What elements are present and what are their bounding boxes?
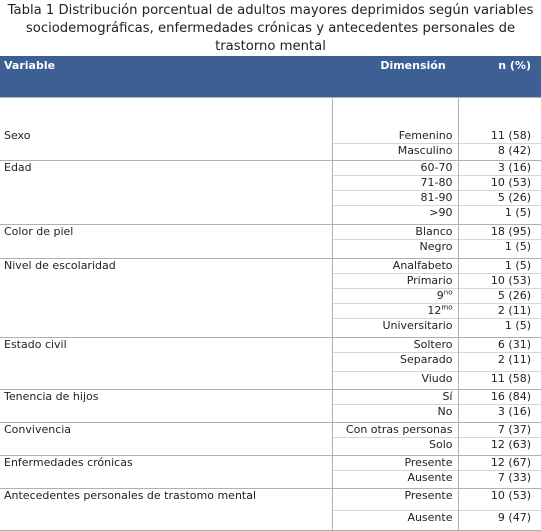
cell-n-percent: 10 (53): [458, 176, 541, 191]
cell-n-percent: 6 (31): [458, 338, 541, 353]
table-row: [0, 206, 541, 225]
dimension-label: Separado: [400, 353, 453, 366]
dimension-label: >90: [429, 206, 453, 219]
dimension-label: 71-80: [420, 176, 453, 189]
cell-dimension: [332, 353, 458, 372]
table-row: [0, 259, 541, 274]
header-n-percent: n (%): [458, 56, 541, 98]
table-header-row: [0, 56, 541, 98]
table-body: [0, 98, 541, 531]
table-row: [0, 98, 541, 144]
table-row: [0, 511, 541, 531]
cell-n-percent: 1 (5): [458, 259, 541, 274]
cell-dimension: [332, 489, 458, 511]
dimension-label: 9: [436, 289, 444, 302]
dimension-superscript: no: [443, 288, 453, 297]
cell-dimension: [332, 372, 458, 390]
table-caption: Tabla 1 Distribución porcentual de adultos mayores deprimidos según variables sociodemográficas, enfermedades crónicas y antecedentes personales de trastorno mental: [7, 3, 534, 54]
cell-dimension: [332, 438, 458, 456]
cell-dimension: [332, 319, 458, 338]
cell-n-percent: 12 (63): [458, 438, 541, 456]
cell-dimension: [332, 304, 458, 319]
dimension-superscript: mo: [441, 303, 453, 312]
table-row: [0, 319, 541, 338]
cell-variable: Antecedentes personales de trastomo mental: [0, 489, 332, 511]
cell-variable: [0, 274, 332, 289]
dimension-label: Soltero: [413, 338, 453, 351]
dimension-label: Ausente: [407, 511, 453, 524]
table-row: [0, 289, 541, 304]
cell-n-percent: 12 (67): [458, 456, 541, 471]
cell-dimension: [332, 338, 458, 353]
cell-dimension: [332, 390, 458, 405]
dimension-label: Con otras personas: [345, 423, 453, 436]
cell-dimension: [332, 225, 458, 240]
cell-dimension: [332, 206, 458, 225]
table-row: [0, 225, 541, 240]
cell-variable: Tenencia de hijos: [0, 390, 332, 405]
header-variable: Variable: [0, 56, 332, 98]
cell-n-percent: 2 (11): [458, 353, 541, 372]
table-row: [0, 353, 541, 372]
cell-variable: [0, 144, 332, 161]
cell-n-percent: 11 (58): [458, 98, 541, 144]
cell-n-percent: 1 (5): [458, 206, 541, 225]
cell-n-percent: 10 (53): [458, 489, 541, 511]
cell-variable: Color de piel: [0, 225, 332, 240]
cell-n-percent: 16 (84): [458, 390, 541, 405]
cell-variable: [0, 289, 332, 304]
dimension-label: Primario: [406, 274, 453, 287]
cell-n-percent: 2 (11): [458, 304, 541, 319]
dimension-label: Negro: [419, 240, 453, 253]
table-row: [0, 274, 541, 289]
cell-variable: [0, 206, 332, 225]
cell-variable: [0, 438, 332, 456]
dimension-label: Presente: [404, 489, 453, 502]
cell-n-percent: 10 (53): [458, 274, 541, 289]
dimension-label: 60-70: [420, 161, 453, 174]
cell-variable: Convivencia: [0, 423, 332, 438]
cell-n-percent: 7 (37): [458, 423, 541, 438]
cell-n-percent: 11 (58): [458, 372, 541, 390]
table-row: [0, 456, 541, 471]
cell-n-percent: 1 (5): [458, 319, 541, 338]
table-row: [0, 372, 541, 390]
dimension-label: Femenino: [398, 129, 453, 142]
cell-variable: Edad: [0, 161, 332, 176]
table-row: [0, 304, 541, 319]
dimension-label: Solo: [429, 438, 453, 451]
dimension-label: Masculino: [397, 144, 453, 157]
cell-variable: [0, 304, 332, 319]
table-row: [0, 240, 541, 259]
table-row: [0, 405, 541, 423]
cell-dimension: [332, 405, 458, 423]
table-row: [0, 161, 541, 176]
dimension-label: Sí: [442, 390, 453, 403]
table-row: [0, 471, 541, 489]
cell-dimension: [332, 144, 458, 161]
cell-n-percent: 5 (26): [458, 289, 541, 304]
table-row: [0, 438, 541, 456]
cell-variable: [0, 319, 332, 338]
header-dimension: Dimensión: [332, 56, 458, 98]
cell-dimension: [332, 274, 458, 289]
cell-dimension: [332, 423, 458, 438]
cell-n-percent: 1 (5): [458, 240, 541, 259]
table-row: [0, 176, 541, 191]
dimension-label: 12: [427, 304, 442, 317]
cell-n-percent: 3 (16): [458, 161, 541, 176]
cell-variable: [0, 405, 332, 423]
cell-variable: [0, 372, 332, 390]
table-row: [0, 423, 541, 438]
table-row: [0, 390, 541, 405]
cell-dimension: [332, 240, 458, 259]
dimension-label: Ausente: [407, 471, 453, 484]
dimension-label: 81-90: [420, 191, 453, 204]
dimension-label: Blanco: [415, 225, 453, 238]
cell-variable: Sexo: [0, 98, 332, 144]
cell-dimension: [332, 471, 458, 489]
cell-dimension: [332, 289, 458, 304]
cell-variable: Enfermedades crónicas: [0, 456, 332, 471]
dimension-label: Analfabeto: [392, 259, 453, 272]
cell-dimension: [332, 456, 458, 471]
dimension-label: No: [437, 405, 453, 418]
cell-variable: [0, 471, 332, 489]
cell-dimension: [332, 191, 458, 206]
table-row: [0, 191, 541, 206]
table-row: [0, 338, 541, 353]
cell-dimension: [332, 259, 458, 274]
cell-n-percent: 5 (26): [458, 191, 541, 206]
cell-n-percent: 3 (16): [458, 405, 541, 423]
cell-variable: [0, 511, 332, 531]
cell-variable: [0, 191, 332, 206]
table-row: [0, 489, 541, 511]
dimension-label: Presente: [404, 456, 453, 469]
cell-variable: Estado civil: [0, 338, 332, 353]
cell-n-percent: 18 (95): [458, 225, 541, 240]
dimension-label: Universitario: [382, 319, 453, 332]
cell-n-percent: 7 (33): [458, 471, 541, 489]
cell-variable: [0, 176, 332, 191]
cell-dimension: [332, 511, 458, 531]
cell-variable: [0, 353, 332, 372]
cell-variable: Nivel de escolaridad: [0, 259, 332, 274]
cell-n-percent: 9 (47): [458, 511, 541, 531]
cell-dimension: [332, 161, 458, 176]
dimension-label: Viudo: [421, 372, 453, 385]
cell-dimension: [332, 98, 458, 144]
data-table: [0, 56, 541, 531]
table-row: [0, 144, 541, 161]
cell-dimension: [332, 176, 458, 191]
cell-variable: [0, 240, 332, 259]
cell-n-percent: 8 (42): [458, 144, 541, 161]
